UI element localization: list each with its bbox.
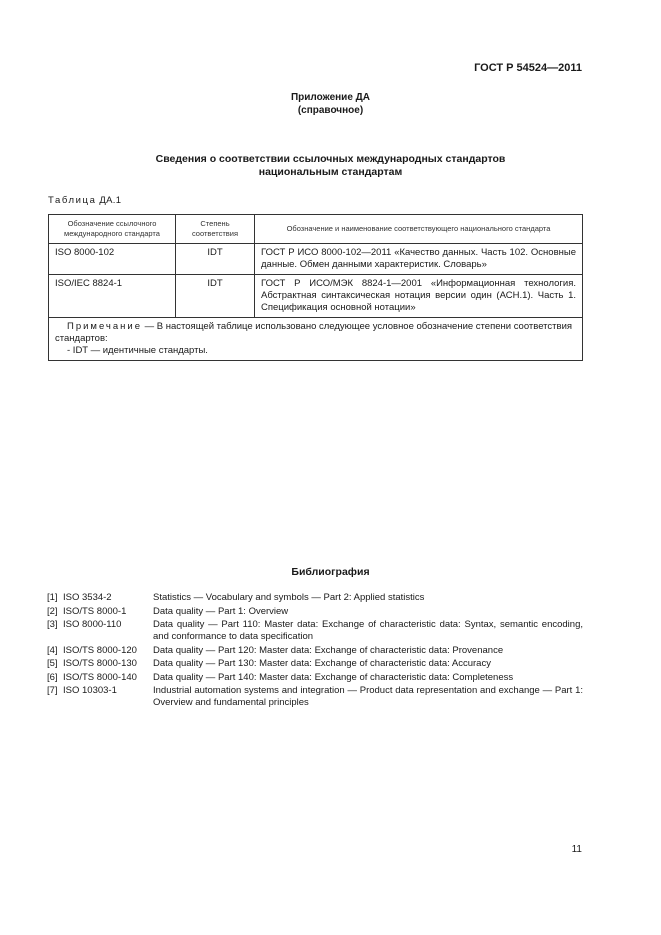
note-word: Примечание bbox=[67, 321, 142, 332]
document-standard-number: ГОСТ Р 54524—2011 bbox=[474, 62, 582, 74]
list-item bbox=[47, 685, 583, 709]
list-item bbox=[47, 606, 583, 618]
bib-text: Statistics — Vocabulary and symbols — Part 2: Applied statistics bbox=[153, 592, 425, 603]
section-title-line-1: Сведения о соответствии ссылочных международных стандартов bbox=[155, 153, 506, 165]
bib-code: ISO/TS 8000-120 bbox=[63, 644, 137, 656]
bib-code: ISO 10303-1 bbox=[63, 685, 117, 696]
standards-correspondence-table bbox=[48, 214, 583, 361]
table-header-row bbox=[49, 215, 583, 244]
page-number: 11 bbox=[571, 844, 582, 855]
bib-text: Data quality — Part 140: Master data: Exchange of characteristic data: Completeness bbox=[153, 671, 514, 683]
cell-reference: ISO/IEC 8824-1 bbox=[49, 275, 176, 318]
table-row bbox=[49, 275, 583, 318]
list-item bbox=[47, 645, 583, 657]
note-item: - IDT — идентичные стандарты. bbox=[67, 345, 208, 356]
list-item bbox=[47, 619, 583, 643]
bib-number: [2] bbox=[47, 605, 58, 617]
cell-degree: IDT bbox=[176, 244, 255, 275]
list-item bbox=[47, 672, 583, 684]
bib-number: [3] bbox=[47, 619, 58, 630]
bib-code: ISO/TS 8000-140 bbox=[63, 671, 137, 683]
bib-code: ISO/TS 8000-130 bbox=[63, 658, 137, 669]
header-national-standard: Обозначение и наименование соответствующего национального стандарта bbox=[255, 215, 583, 244]
table-label bbox=[48, 195, 121, 206]
bibliography-list bbox=[47, 592, 583, 711]
note-text: — В настоящей таблице использовано следующее условное обозначение степени соответствия стандартов: bbox=[55, 321, 573, 344]
cell-reference: ISO 8000-102 bbox=[49, 244, 176, 275]
bib-number: [1] bbox=[47, 592, 58, 603]
table-note-row bbox=[49, 318, 583, 361]
bib-text: Data quality — Part 110: Master data: Exchange of characteristic data: Syntax, semantic encoding, and conformance to data specification bbox=[153, 619, 583, 642]
list-item bbox=[47, 592, 583, 604]
bib-text: Data quality — Part 1: Overview bbox=[153, 605, 289, 617]
table-label-word: Таблица bbox=[48, 195, 97, 206]
bib-code: ISO 3534-2 bbox=[63, 592, 112, 603]
section-title-line-2: национальным стандартам bbox=[258, 166, 403, 178]
bib-text: Industrial automation systems and integration — Product data representation and exchange — Part 1: Overview and fundamental principles bbox=[153, 685, 583, 708]
annex-title: Приложение ДА bbox=[290, 92, 371, 103]
header-degree: Степень соответствия bbox=[176, 215, 255, 244]
cell-national: ГОСТ Р ИСО/МЭК 8824-1—2001 «Информационная технология. Абстрактная синтаксическая нотация версии один (АСН.1). Часть 1. Спецификация основной нотации» bbox=[255, 275, 583, 318]
header-reference-standard: Обозначение ссылочного международного стандарта bbox=[49, 215, 176, 244]
bib-text: Data quality — Part 130: Master data: Exchange of characteristic data: Accuracy bbox=[153, 658, 491, 669]
table-label-number: ДА.1 bbox=[99, 195, 122, 206]
bib-code: ISO 8000-110 bbox=[63, 619, 122, 630]
bib-number: [4] bbox=[47, 644, 58, 656]
list-item bbox=[47, 658, 583, 670]
bib-code: ISO/TS 8000-1 bbox=[63, 605, 127, 617]
bib-number: [6] bbox=[47, 671, 58, 683]
bib-number: [5] bbox=[47, 658, 58, 669]
table-row bbox=[49, 244, 583, 275]
bibliography-title: Библиография bbox=[291, 566, 370, 578]
section-title bbox=[0, 153, 661, 179]
bib-text: Data quality — Part 120: Master data: Exchange of characteristic data: Provenance bbox=[153, 644, 504, 656]
cell-national: ГОСТ Р ИСО 8000-102—2011 «Качество данных. Часть 102. Основные данные. Обмен данными характеристик. Словарь» bbox=[255, 244, 583, 275]
annex-subtitle: (справочное) bbox=[297, 105, 364, 116]
table-note bbox=[49, 318, 583, 361]
bib-number: [7] bbox=[47, 685, 58, 696]
cell-degree: IDT bbox=[176, 275, 255, 318]
